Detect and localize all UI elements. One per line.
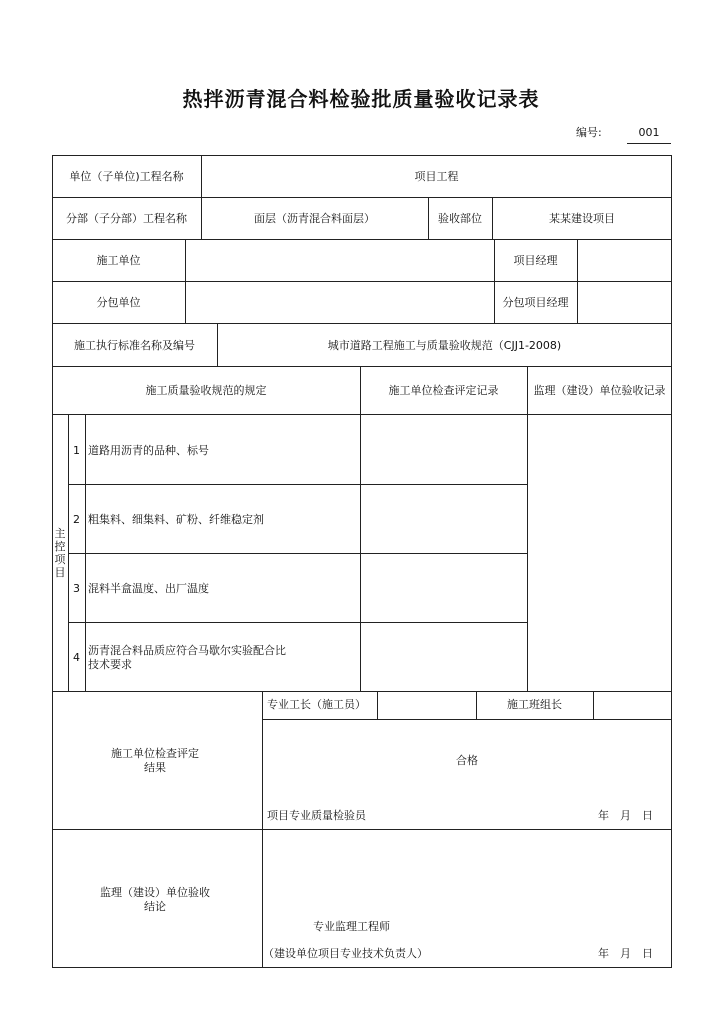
item-no: 2 bbox=[73, 513, 80, 526]
item-no: 4 bbox=[73, 651, 80, 664]
row-line bbox=[52, 691, 672, 692]
contractor-check-header: 施工单位检查评定记录 bbox=[388, 384, 499, 397]
row-line bbox=[52, 239, 672, 240]
main-control-label: 主控项目 bbox=[54, 527, 66, 579]
row-line bbox=[52, 281, 672, 282]
col-line bbox=[85, 414, 86, 691]
row-line bbox=[262, 719, 672, 720]
supervisor-result-label: 监理（建设）单位验收结论 bbox=[100, 886, 210, 913]
row-line bbox=[52, 829, 672, 830]
col-line bbox=[185, 239, 186, 323]
row-line bbox=[52, 197, 672, 198]
supervisor-date: 年 月 日 bbox=[598, 947, 653, 960]
contractor-result-label: 施工单位检查评定结果 bbox=[111, 747, 199, 774]
form-table bbox=[52, 155, 672, 968]
number-value: 001 bbox=[638, 126, 660, 139]
supervisor-check-header: 监理（建设）单位验收记录 bbox=[533, 384, 666, 397]
row-line bbox=[52, 366, 672, 367]
page-title: 热拌沥青混合料检验批质量验收记录表 bbox=[182, 87, 540, 111]
row-line bbox=[68, 553, 527, 554]
contractor-result-value: 合格 bbox=[456, 754, 478, 767]
item-no: 3 bbox=[73, 582, 80, 595]
quality-inspector-label: 项目专业质量检验员 bbox=[267, 809, 366, 822]
sub-project-manager-label: 分包项目经理 bbox=[502, 296, 569, 309]
row-line bbox=[68, 484, 527, 485]
row-line bbox=[68, 622, 527, 623]
row-line bbox=[52, 323, 672, 324]
team-leader-label: 施工班组长 bbox=[507, 698, 562, 711]
unit-name-label: 单位（子单位)工程名称 bbox=[69, 170, 184, 183]
part-name-label: 分部（子分部）工程名称 bbox=[66, 212, 187, 225]
col-line bbox=[577, 239, 578, 323]
subcontractor-label: 分包单位 bbox=[96, 296, 141, 309]
supervising-engineer-label: 专业监理工程师 bbox=[313, 920, 390, 933]
col-line bbox=[527, 366, 528, 691]
contractor-date: 年 月 日 bbox=[598, 809, 653, 822]
col-line bbox=[494, 239, 495, 323]
spec-header: 施工质量验收规范的规定 bbox=[145, 384, 267, 397]
accept-part-label: 验收部位 bbox=[438, 212, 482, 225]
item-text: 混料半盒温度、出厂温度 bbox=[88, 582, 209, 595]
number-label: 编号: bbox=[576, 126, 602, 139]
col-line bbox=[360, 366, 361, 691]
number-underline bbox=[627, 143, 671, 144]
col-line bbox=[593, 691, 594, 719]
standard-value: 城市道路工程施工与质量验收规范（CJJ1-2008) bbox=[327, 339, 562, 352]
standard-label: 施工执行标准名称及编号 bbox=[74, 339, 195, 352]
item-text: 粗集料、细集料、矿粉、纤维稳定剂 bbox=[88, 513, 264, 526]
unit-name-value: 项目工程 bbox=[414, 170, 459, 183]
owner-technical-lead-label: （建设单位项目专业技术负责人） bbox=[263, 947, 428, 960]
item-no: 1 bbox=[73, 444, 80, 457]
col-line bbox=[262, 691, 263, 968]
part-name-value: 面层（沥青混合料面层） bbox=[254, 212, 375, 225]
row-line bbox=[52, 414, 672, 415]
accept-part-value: 某某建设项目 bbox=[549, 212, 615, 225]
project-manager-label: 项目经理 bbox=[513, 254, 558, 267]
col-line bbox=[377, 691, 378, 719]
col-line bbox=[201, 155, 202, 239]
item-text: 沥青混合料品质应符合马歇尔实验配合比技术要求 bbox=[88, 644, 286, 671]
foreman-label: 专业工长（施工员） bbox=[267, 698, 366, 711]
contractor-label: 施工单位 bbox=[96, 254, 141, 267]
item-text: 道路用沥青的品种、标号 bbox=[88, 444, 209, 457]
